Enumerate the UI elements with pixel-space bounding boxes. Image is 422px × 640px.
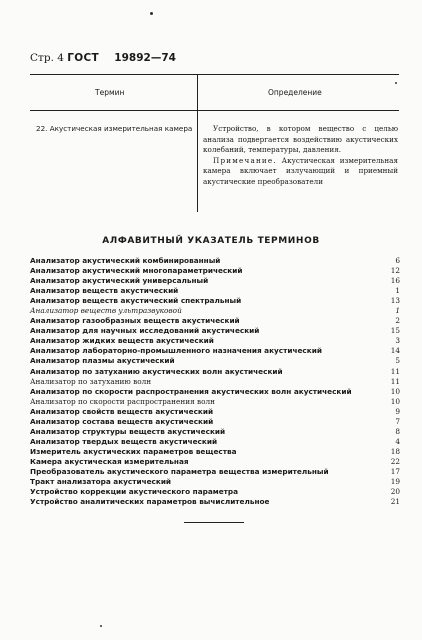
index-term: Анализатор по затуханию акустических волн акустический (30, 366, 283, 376)
table-header-rule (30, 110, 399, 111)
index-page: 11 (390, 366, 400, 376)
index-term: Анализатор лабораторно-промышленного назначения акустический (30, 346, 322, 356)
standard-number: 19892—74 (114, 52, 176, 64)
index-term: Устройство коррекции акустического параметра (30, 487, 239, 497)
index-entry (30, 397, 400, 407)
index-page: 4 (395, 436, 400, 446)
index-entry (30, 417, 400, 427)
index-entry (30, 447, 400, 457)
index-entry (30, 427, 400, 437)
index-term: Анализатор плазмы акустический (30, 356, 175, 366)
index-entry (30, 336, 400, 346)
end-rule (184, 522, 244, 523)
index-entry (30, 286, 400, 296)
index-entry (30, 367, 400, 377)
index-page: 16 (390, 276, 400, 286)
index-term: Анализатор акустический многопараметрический (30, 266, 243, 276)
index-page: 2 (395, 316, 400, 326)
index-page: 20 (390, 487, 400, 497)
index-term: Анализатор структуры веществ акустический (30, 426, 226, 436)
term-entry: 22. Акустическая измерительная камера (36, 124, 193, 133)
index-page: 10 (390, 396, 400, 406)
index-term: Анализатор жидких веществ акустический (30, 336, 214, 346)
table-column-divider (197, 74, 198, 212)
index-page: 13 (390, 296, 400, 306)
index-term: Камера акустическая измерительная (30, 456, 189, 466)
index-page: 17 (390, 466, 400, 476)
index-page: 1 (395, 286, 400, 296)
index-page: 5 (395, 356, 400, 366)
index-title: АЛФАВИТНЫЙ УКАЗАТЕЛЬ ТЕРМИНОВ (102, 236, 320, 246)
index-term: Анализатор веществ акустический спектральный (30, 296, 242, 306)
index-entry (30, 316, 400, 326)
page-header (30, 52, 176, 64)
index-entry (30, 306, 400, 316)
index-page: 8 (395, 426, 400, 436)
index-page: 6 (395, 256, 400, 265)
column-header-definition: Определение (268, 88, 322, 97)
index-term: Измеритель акустических параметров вещества (30, 446, 237, 456)
index-entry (30, 356, 400, 366)
index-entry (30, 346, 400, 356)
index-term: Анализатор акустический комбинированный (30, 256, 221, 265)
definition-text: Устройство, в котором вещество с целью анализа подвергается воздействию акустических колебаний, температуры, давления. (203, 124, 398, 154)
standard-label: ГОСТ (67, 52, 99, 64)
table-top-rule (30, 74, 399, 75)
index-entry (30, 296, 400, 306)
index-entry (30, 276, 400, 286)
index-entry (30, 377, 400, 387)
index-entry (30, 497, 400, 507)
index-term: Анализатор веществ ультразвуковой (30, 306, 182, 316)
index-term: Анализатор веществ акустический (30, 286, 179, 296)
definition-note (203, 156, 398, 188)
index-term: Анализатор свойств веществ акустический (30, 406, 214, 416)
page-number: Стр. 4 (30, 52, 64, 64)
index-term: Устройство аналитических параметров вычислительное (30, 497, 270, 507)
index-entry (30, 256, 400, 266)
index-entry (30, 467, 400, 477)
column-header-term: Термин (95, 88, 125, 97)
index-page: 7 (395, 416, 400, 426)
index-page: 14 (390, 346, 400, 356)
index-term: Преобразователь акустического параметра вещества измерительный (30, 466, 329, 476)
index-term: Анализатор газообразных веществ акустический (30, 316, 240, 326)
index-term: Анализатор твердых веществ акустический (30, 436, 218, 446)
scan-speck (100, 625, 102, 627)
index-page: 1 (395, 306, 400, 316)
index-term: Анализатор акустический универсальный (30, 276, 209, 286)
index-page: 18 (390, 446, 400, 456)
index-entry (30, 437, 400, 447)
index-term: Тракт анализатора акустический (30, 477, 172, 487)
term-index (30, 256, 400, 507)
index-entry (30, 477, 400, 487)
index-entry (30, 387, 400, 397)
index-page: 21 (390, 497, 400, 507)
index-page: 15 (390, 326, 400, 336)
index-page: 9 (395, 406, 400, 416)
note-text: Акустическая измерительная камера включает излучающий и приемный акустические преобразователи (203, 155, 398, 186)
index-entry (30, 407, 400, 417)
index-page: 10 (390, 386, 400, 396)
index-page: 11 (390, 376, 400, 386)
definition-cell (203, 124, 398, 187)
index-page: 3 (395, 336, 400, 346)
index-term: Анализатор по затуханию волн (30, 376, 152, 386)
index-entry (30, 266, 400, 276)
index-term: Анализатор по скорости распространения акустических волн акустический (30, 386, 352, 396)
index-page: 19 (390, 477, 400, 487)
scan-speck (150, 12, 153, 15)
index-page: 12 (390, 266, 400, 276)
scan-speck (395, 82, 397, 84)
index-page: 22 (390, 456, 400, 466)
index-term: Анализатор по скорости распространения волн (30, 396, 215, 406)
index-entry (30, 487, 400, 497)
index-entry (30, 457, 400, 467)
note-label: Примечание. (213, 155, 277, 165)
index-term: Анализатор состава веществ акустический (30, 416, 214, 426)
index-entry (30, 326, 400, 336)
index-term: Анализатор для научных исследований акустический (30, 326, 260, 336)
